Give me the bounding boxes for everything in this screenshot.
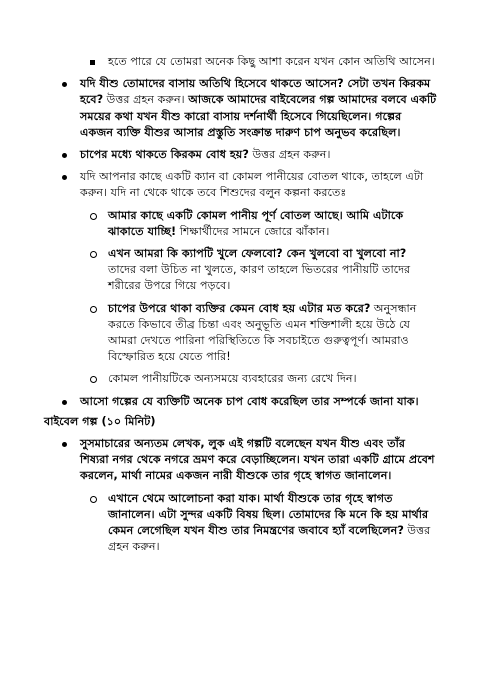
text-run: যদি আপনার কাছে একটি ক্যান বা কোমল পানীয়ের বোতল থাকে, তাহলে এটা করুন। যদি না থেকে থাকে তবে শিশুদের বলুন কল্পনা করতেঃ (80, 170, 424, 200)
list-item (44, 246, 437, 295)
list-item (44, 76, 437, 141)
text-run: উত্তর গ্রহন করুন। (248, 148, 331, 162)
list-item (44, 54, 437, 70)
bullet-icon (90, 54, 100, 70)
text-run: চাপের মধ্যে থাকতে কিরকম বোধ হয়? (80, 148, 249, 162)
list-item (44, 147, 437, 163)
text-run: উত্তর গ্রহন করুন। (103, 93, 189, 107)
text-run: উত্তর গ্রহন করুন। (108, 524, 431, 554)
text-run: হতে পারে যে তোমরা অনেক কিছু আশা করেন যখন কোন অতিথি আসেন। (108, 55, 435, 68)
bullet-icon (90, 301, 100, 318)
bullet-icon (62, 76, 72, 92)
list-item (44, 301, 437, 366)
bullet-icon (90, 246, 100, 263)
bullet-icon (62, 169, 72, 185)
list-item (44, 436, 437, 485)
text-run: এখানে থেমে আলোচনা করা যাক। মার্থা যীশুকে তার গৃহে স্বাগত জানালেন। এটা সুন্দর একটি বিষয় ছিল। তোমাদের কি মনে কি হয় মার্থার কেমন লেগেছিল যখন যীশু তার নিমন্ত্রণের জবাবে হ্যাঁ বলেছিলেন? (108, 491, 429, 538)
list-item (44, 491, 437, 556)
text-run: চাপের উপরে থাকা ব্যক্তির কেমন বোধ হয় এটার মত করে? (108, 301, 371, 315)
list-item (44, 169, 437, 201)
bullet-icon (62, 147, 72, 163)
bullet-icon (90, 491, 100, 508)
bullet-icon (62, 394, 72, 410)
list-item (44, 371, 437, 387)
section-heading (44, 414, 437, 430)
text-run: আসো গল্পের যে ব্যক্তিটি অনেক চাপ বোধ করেছিল তার সম্পর্কে জানা যাক। (80, 394, 419, 408)
text-run: অনুসন্ধান করতে কিভাবে তীব্র চিন্তা এবং অনুভূতি এমন শক্তিশালী হয়ে উঠে যে আমরা দেখতে পারিনা পরিস্থিতিতে কি সবচাইতে গুরুত্বপূর্ণ। আমরাও বিস্ফোরিত হয়ে যেতে পারি! (108, 301, 417, 364)
bullet-icon (62, 436, 72, 452)
list-item (44, 394, 437, 410)
text-run: বাইবেল গল্প (১০ মিনিট) (44, 414, 156, 428)
text-run: কোমল পানীয়টিকে অন্যসময়ে ব্যবহারের জন্য রেখে দিন। (108, 372, 357, 386)
text-run: এখন আমরা কি ক্যাপটি খুলে ফেলবো? কেন খুলবো বা খুলবো না? (108, 247, 407, 261)
bullet-icon (90, 208, 100, 225)
bullet-icon (90, 371, 100, 388)
text-run: আমার কাছে একটি কোমল পানীয় পূর্ণ বোতল আছে। আমি এটাকে ঝাকাতে যাচ্ছি! (108, 208, 404, 238)
list-item (44, 208, 437, 240)
text-run: সুসমাচারের অন্যতম লেখক, লুক এই গল্পটি বলেছেন যখন যীশু এবং তাঁর শিষ্যরা নগর থেকে নগরে ভ্রমণ করে বেড়াচ্ছিলেন। যখন তারা একটি গ্রামে প্রবেশ করলেন, মার্থা নামের একজন নারী যীশুকে তার গৃহে স্বাগত জানালেন। (80, 437, 435, 483)
text-run: আজকে আমাদের বাইবেলের গল্প আমাদের বলবে একটি সময়ের কথা যখন যীশু কারো বাসায় দর্শনার্থী হিসেবে গিয়েছিলেন। গল্পের একজন ব্যক্তি যীশুর আসার প্রস্তুতি সংক্রান্ত দারুণ চাপ অনুভব করেছিল। (80, 93, 437, 139)
text-run: যদি যীশু তোমাদের বাসায় অতিথি হিসেবে থাকতে আসেন? সেটা তখন কিরকম হবে? (80, 77, 431, 107)
text-run: শিক্ষার্থীদের সামনে জোরে ঝাঁকান। (176, 224, 330, 238)
text-run: তাদের বলা উচিত না খুলতে, কারণ তাহলে ভিতরের পানীয়টি তাদের শরীরের উপরে গিয়ে পড়বে। (108, 263, 411, 293)
